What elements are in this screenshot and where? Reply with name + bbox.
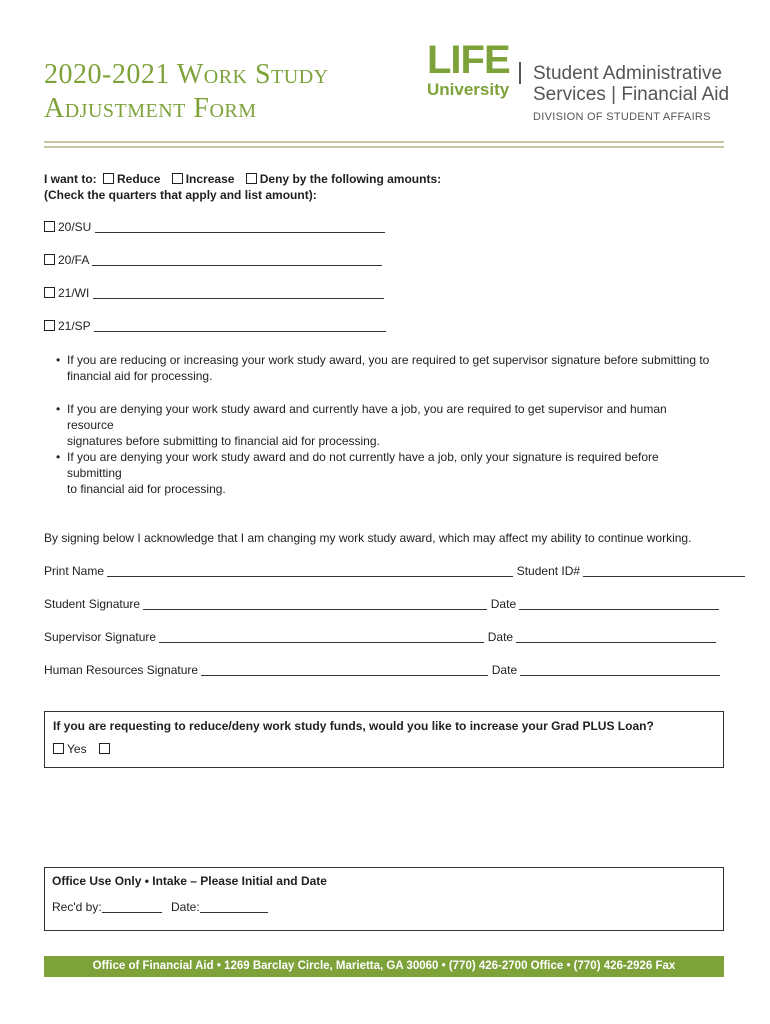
recd-by-field[interactable]	[102, 912, 162, 913]
yes-label: Yes	[67, 742, 87, 756]
student-signature-label: Student Signature	[44, 597, 141, 611]
bullet-line: If you are denying your work study award and do not currently have a job, only your signature is required before submitting	[67, 450, 659, 480]
quarter-amount-field[interactable]	[93, 298, 384, 299]
quarter-amount-field[interactable]	[95, 232, 385, 233]
quarter-label: 20/FA	[58, 253, 89, 267]
quarter-checkbox[interactable]	[44, 320, 55, 331]
plus-loan-question: If you are requesting to reduce/deny work study funds, would you like to increase your Grad PLUS Loan?	[53, 719, 654, 733]
hr-date-field[interactable]	[520, 675, 720, 676]
bullet-line: financial aid for processing.	[67, 369, 213, 383]
quarter-checkbox[interactable]	[44, 287, 55, 298]
date-label: Date	[487, 630, 514, 644]
quarter-checkbox[interactable]	[44, 254, 55, 265]
increase-label: Increase	[185, 172, 235, 186]
office-date-label: Date:	[171, 900, 200, 914]
reduce-label: Reduce	[117, 172, 161, 186]
increase-checkbox[interactable]	[172, 173, 183, 184]
quarter-checkbox[interactable]	[44, 221, 55, 232]
office-use-title: Office Use Only • Intake – Please Initial and Date	[52, 874, 327, 888]
intent-suffix: by the following amounts:	[292, 172, 442, 186]
supervisor-signature-field[interactable]	[159, 642, 484, 643]
intent-instruction: (Check the quarters that apply and list amount):	[44, 188, 317, 202]
quarter-label: 21/SP	[58, 319, 91, 333]
footer-contact-bar: Office of Financial Aid • 1269 Barclay Circle, Marietta, GA 30060 • (770) 426-2700 Office • (770) 426-2926 Fax	[44, 956, 724, 977]
student-signature-row	[44, 597, 719, 612]
student-id-label: Student ID#	[516, 564, 581, 578]
deny-label: Deny	[259, 172, 290, 186]
bullet-line: If you are denying your work study award and currently have a job, you are required to get supervisor and human resource	[67, 402, 667, 432]
title-line-2: Adjustment Form	[44, 93, 257, 124]
quarter-row-fa	[44, 253, 382, 268]
student-id-field[interactable]	[583, 576, 745, 577]
yes-checkbox[interactable]	[53, 743, 64, 754]
date-label: Date	[490, 597, 517, 611]
quarter-label: 20/SU	[58, 220, 92, 234]
title-line-1: 2020-2021 Work Study	[44, 59, 329, 90]
quarter-row-su	[44, 220, 385, 235]
no-checkbox[interactable]	[99, 743, 110, 754]
hr-signature-field[interactable]	[201, 675, 488, 676]
logo-university-text: University	[427, 80, 510, 99]
form-title	[44, 58, 329, 126]
office-date-field[interactable]	[200, 912, 268, 913]
quarter-row-wi	[44, 286, 384, 301]
print-name-field[interactable]	[107, 576, 513, 577]
department-name	[533, 63, 729, 105]
dept-line-2: Services | Financial Aid	[533, 84, 730, 105]
intent-row	[44, 172, 441, 187]
plus-loan-options	[53, 742, 113, 757]
supervisor-signature-label: Supervisor Signature	[44, 630, 157, 644]
office-use-box	[44, 867, 724, 931]
bullet-line: to financial aid for processing.	[67, 482, 226, 496]
hr-signature-row	[44, 663, 720, 678]
logo-divider	[519, 62, 521, 84]
intent-prefix: I want to:	[44, 172, 97, 186]
division-name: DIVISION OF STUDENT AFFAIRS	[533, 111, 711, 123]
bullet-line: If you are reducing or increasing your work study award, you are required to get supervisor signature before submitting to	[67, 353, 710, 367]
office-use-fields	[52, 900, 268, 915]
header-rule-secondary	[44, 146, 724, 148]
life-logo: LIFE	[427, 38, 510, 82]
deny-checkbox[interactable]	[246, 173, 257, 184]
date-label: Date	[491, 663, 518, 677]
supervisor-date-field[interactable]	[516, 642, 716, 643]
reduce-checkbox[interactable]	[103, 173, 114, 184]
quarter-amount-field[interactable]	[92, 265, 382, 266]
supervisor-signature-row	[44, 630, 716, 645]
print-name-row	[44, 564, 745, 579]
header-rule	[44, 141, 724, 143]
plus-loan-box	[44, 711, 724, 768]
quarter-amount-field[interactable]	[94, 331, 386, 332]
print-name-label: Print Name	[44, 564, 105, 578]
bullet-line: signatures before submitting to financial aid for processing.	[67, 434, 380, 448]
recd-by-label: Rec'd by:	[52, 900, 102, 914]
quarter-row-sp	[44, 319, 386, 334]
dept-line-1: Student Administrative	[533, 63, 723, 84]
hr-signature-label: Human Resources Signature	[44, 663, 199, 677]
student-signature-field[interactable]	[143, 609, 487, 610]
acknowledgement-text: By signing below I acknowledge that I am changing my work study award, which may affect my ability to continue working.	[44, 531, 692, 545]
quarter-label: 21/WI	[58, 286, 90, 300]
student-date-field[interactable]	[519, 609, 719, 610]
